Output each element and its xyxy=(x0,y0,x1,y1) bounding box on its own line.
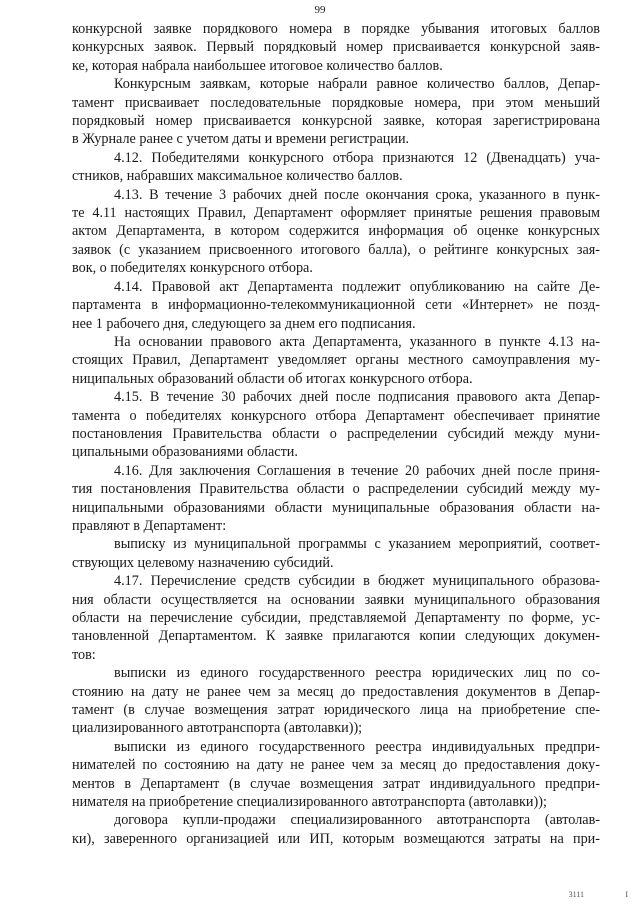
text-line: выписку из муниципальной программы с указанием мероприятий, соответ- xyxy=(114,536,600,553)
text-line: ке, которая набрала наибольшее итоговое количество баллов. xyxy=(72,57,443,74)
text-line: стоянию на дату не ранее чем за месяц до предоставления документов в Депар- xyxy=(72,683,600,700)
text-line: те 4.11 настоящих Правил, Департамент оформляет принятые решения правовым xyxy=(72,205,600,222)
text-line: выписки из единого государственного реестра юридических лиц по со- xyxy=(114,665,600,682)
text-line: циализированного автотранспорта (автолавки)); xyxy=(72,720,363,737)
text-line: Конкурсным заявкам, которые набрали равное количество баллов, Депар- xyxy=(114,76,600,93)
text-line: нимателей по состоянию на дату не ранее чем за месяц до предоставления доку- xyxy=(72,757,600,774)
text-line: ниципальных образований области об итогах конкурсного отбора. xyxy=(72,370,473,387)
text-line: ки), заверенного организацией или ИП, которым возмещаются затраты на при- xyxy=(72,830,600,847)
text-line: конкурсных заявок. Первый порядковый номер присваивается конкурсной заяв- xyxy=(72,39,600,56)
text-line: заявок (с указанием присвоенного итогового балла), о рейтинге конкурсных зая- xyxy=(72,241,600,258)
text-line: постановления Правительства области о распределении субсидий между муни- xyxy=(72,425,600,442)
text-line: тия постановления Правительства области о распределении субсидий между му- xyxy=(72,481,600,498)
text-line: На основании правового акта Департамента, указанного в пункте 4.13 на- xyxy=(114,333,600,350)
text-line: ципальными образованиями области. xyxy=(72,444,298,461)
text-line: тановленной Департаментом. К заявке прилагаются копии следующих докумен- xyxy=(72,628,600,645)
text-line: 4.16. Для заключения Соглашения в течение 20 рабочих дней после приня- xyxy=(114,462,600,479)
text-line: ния области осуществляется на основании заявки муниципального образования xyxy=(72,591,600,608)
text-line: вок, о победителях конкурсного отбора. xyxy=(72,260,313,277)
text-line: нее 1 рабочего дня, следующего за днем его подписания. xyxy=(72,315,416,332)
text-line: правляют в Департамент: xyxy=(72,517,227,534)
text-line: 4.12. Победителями конкурсного отбора признаются 12 (Двенадцать) уча- xyxy=(114,149,600,166)
text-line: стоящих Правил, Департамент уведомляет органы местного самоуправления му- xyxy=(72,352,600,369)
document-body xyxy=(72,20,600,848)
text-line: нимателя на приобретение специализированного автотранспорта (автолавки)); xyxy=(72,794,547,811)
text-line: 4.15. В течение 30 рабочих дней после подписания правового акта Депар- xyxy=(114,389,600,406)
text-line: ментов в Департамент (в случае возмещения затрат индивидуального предпри- xyxy=(72,775,600,792)
text-line: области на перечисление субсидии, представляемой Департаменту по форме, ус- xyxy=(72,610,600,626)
text-line: актом Департамента, в котором содержится информация об оценке конкурсных xyxy=(72,223,600,240)
text-line: 4.13. В течение 3 рабочих дней после окончания срока, указанного в пунк- xyxy=(114,186,600,203)
text-line: 4.17. Перечисление средств субсидии в бюджет муниципального образова- xyxy=(114,573,600,590)
text-line: порядковый номер присваивается конкурсной заявке, которая зарегистрирована xyxy=(72,113,600,130)
text-line: выписки из единого государственного реестра индивидуальных предпри- xyxy=(114,738,600,755)
text-line: партамента в информационно-телекоммуникационной сети «Интернет» не позд- xyxy=(72,297,600,314)
text-line: в Журнале ранее с учетом даты и времени регистрации. xyxy=(72,131,410,148)
page-number: 99 xyxy=(314,4,326,16)
text-line: стников, набравших максимальное количество баллов. xyxy=(72,168,403,185)
text-line: тамента о победителях конкурсного отбора Департамент обеспечивает принятие xyxy=(72,407,600,424)
text-line: договора купли-продажи специализированного автотранспорта (автолав- xyxy=(114,812,600,829)
text-line: ствующих целевому назначению субсидий. xyxy=(72,554,334,571)
text-line: ниципальными образованиями области муниципальные образования области на- xyxy=(72,499,600,516)
text-line: 4.14. Правовой акт Департамента подлежит опубликованию на сайте Де- xyxy=(114,278,600,295)
text-line: конкурсной заявке порядкового номера в порядке убывания итоговых баллов xyxy=(72,21,600,37)
footer-tick: I xyxy=(625,890,628,899)
text-line: тов: xyxy=(72,646,96,663)
footer-mark: 3111 xyxy=(568,890,584,899)
text-line: тамент присваивает последовательные порядковые номера, при этом меньший xyxy=(72,94,600,111)
text-line: тамент (в случае возмещения затрат юридического лица на приобретение спе- xyxy=(72,702,600,719)
